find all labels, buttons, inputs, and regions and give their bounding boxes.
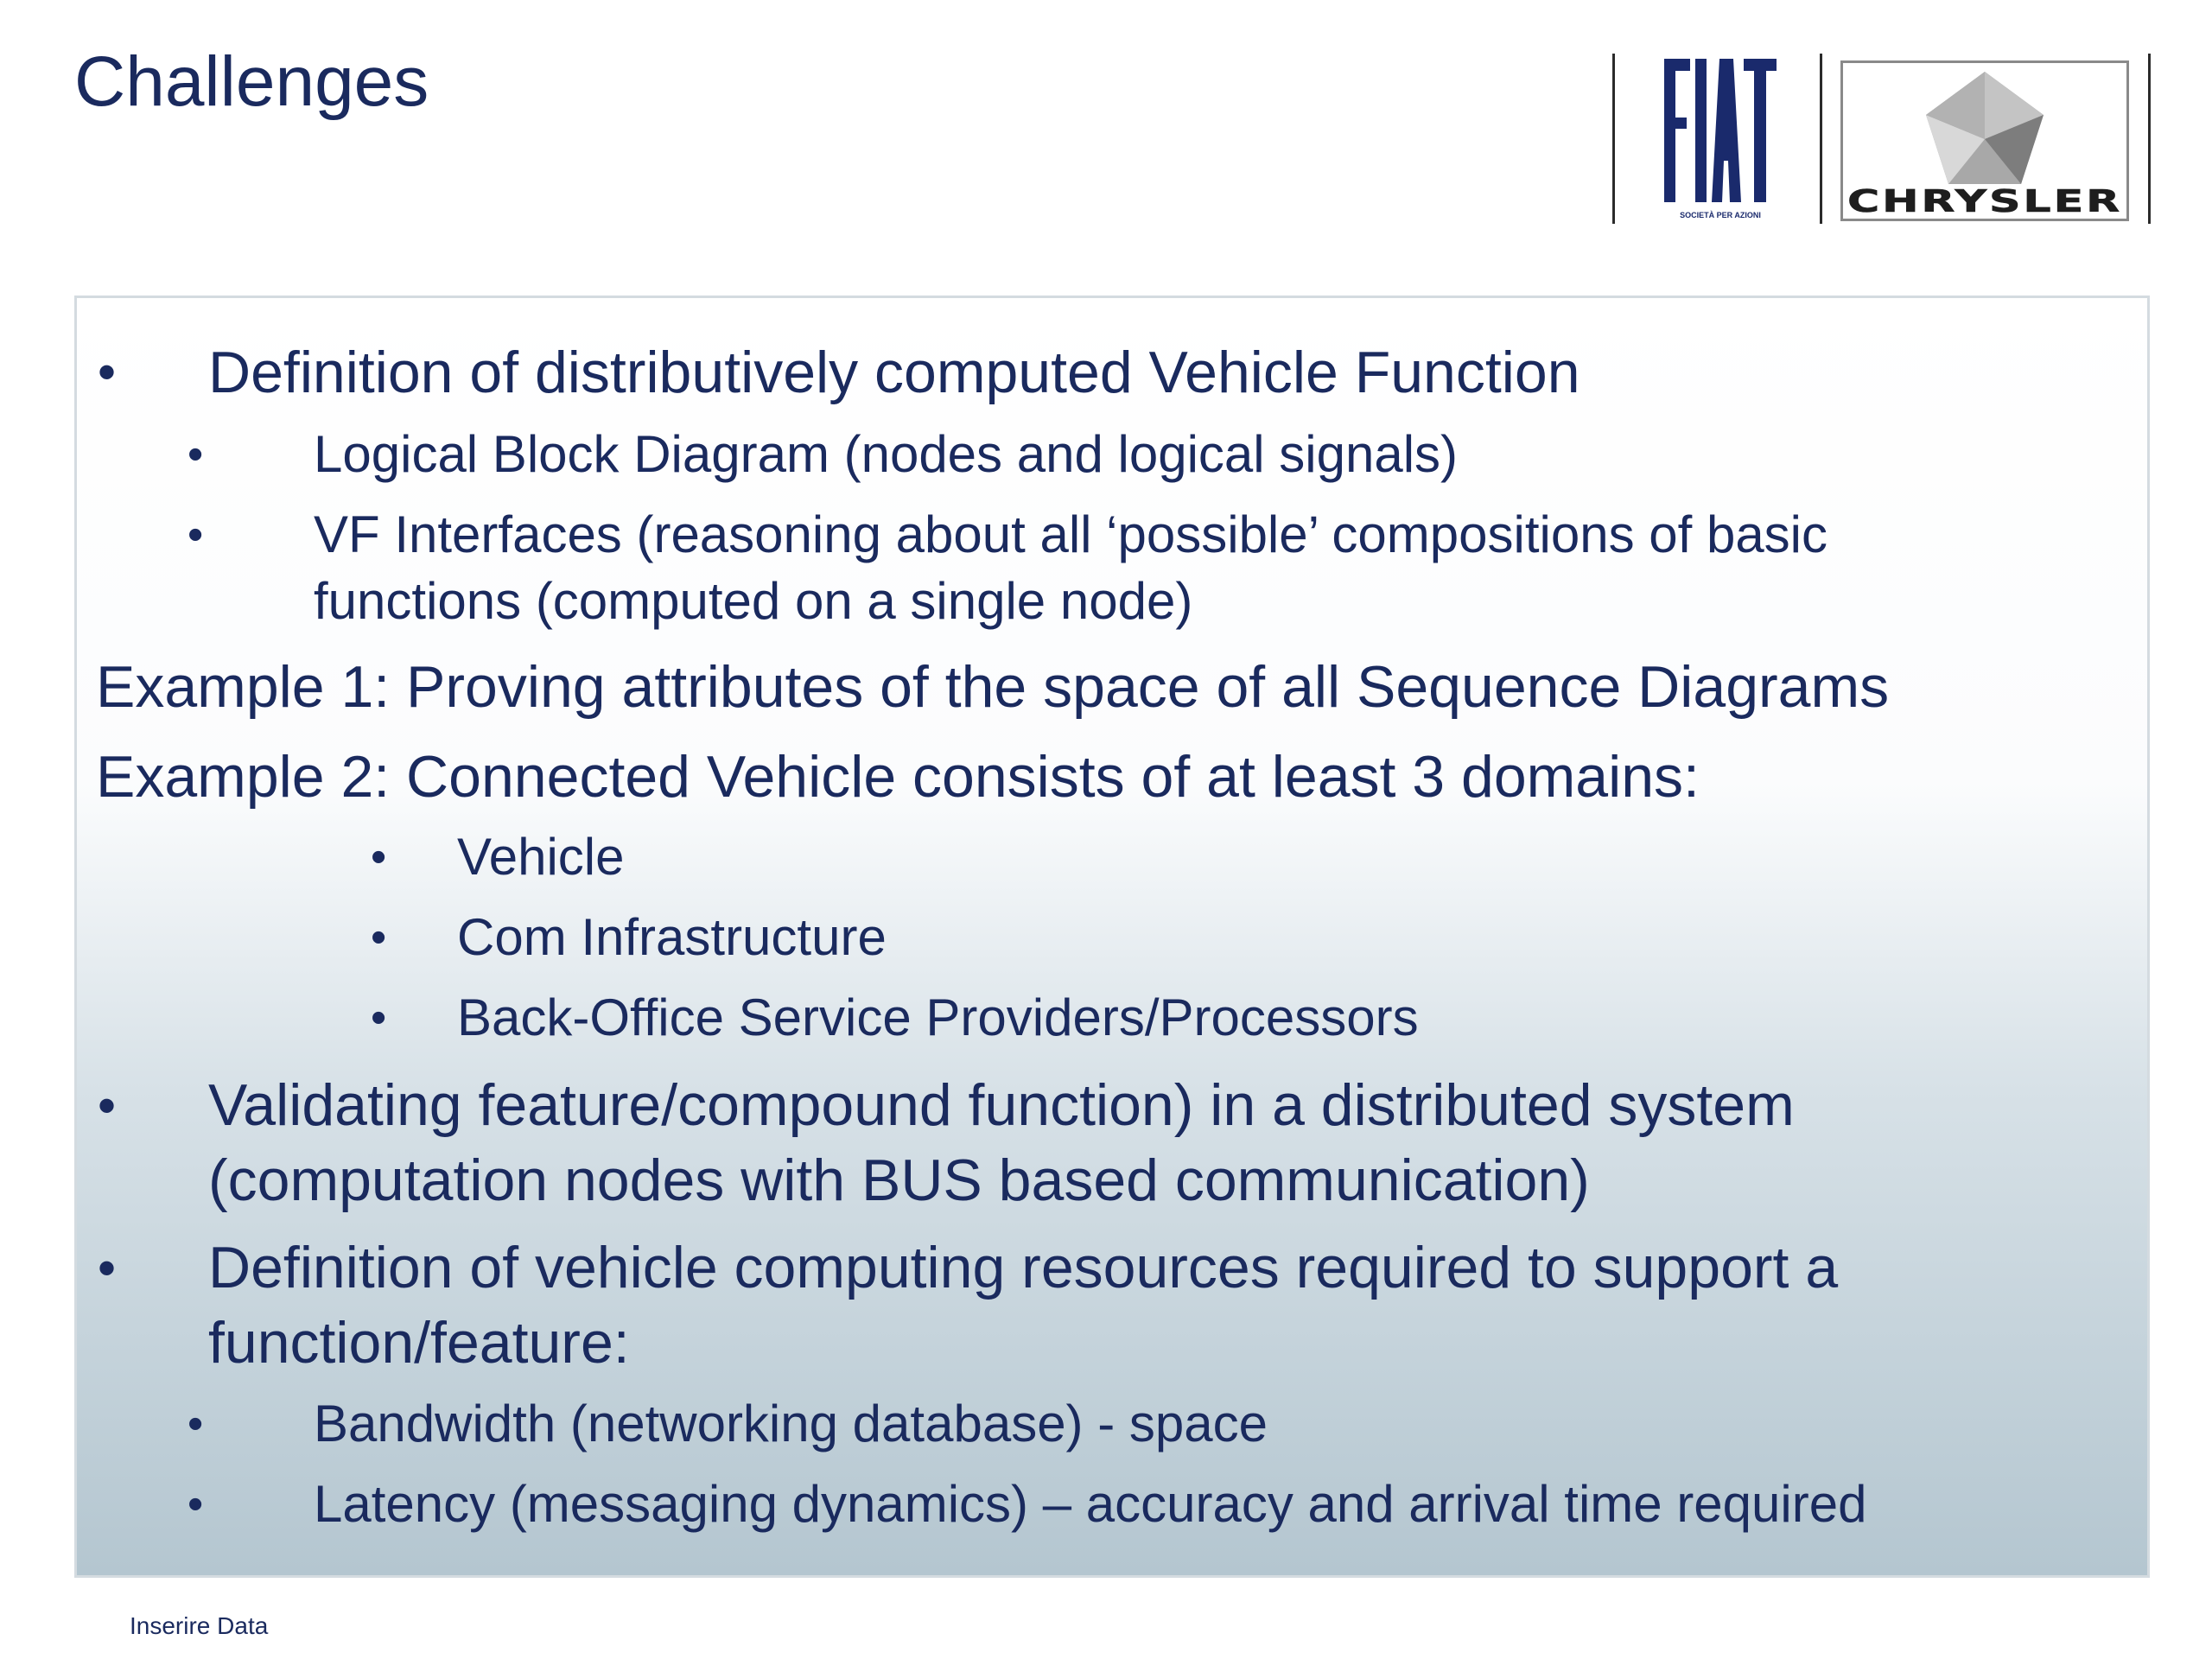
- footer-date: Inserire Data: [130, 1612, 269, 1639]
- content-panel: [74, 296, 2150, 1578]
- bullet-marker: •: [371, 912, 387, 963]
- bullet-marker: •: [188, 1399, 204, 1449]
- logo-divider-middle: [1820, 54, 1822, 224]
- bullet-level2-item: Bandwidth (networking database) - space: [314, 1395, 1268, 1452]
- logo-divider-left: [1612, 54, 1615, 224]
- example-1-text: Example 1: Proving attributes of the space of all Sequence Diagrams: [96, 654, 1890, 720]
- bullet-marker: •: [188, 1479, 204, 1529]
- bullet-level2-item: Latency (messaging dynamics) – accuracy and arrival time required: [314, 1475, 1867, 1533]
- bullet-marker: •: [98, 1239, 117, 1297]
- chrysler-logo: [1840, 60, 2129, 221]
- bullet-level1-item: Definition of distributively computed Vehicle Function: [208, 340, 1580, 405]
- example-2-text: Example 2: Connected Vehicle consists of at least 3 domains:: [96, 744, 1700, 810]
- bullet-level1-item: Definition of vehicle computing resources required to support a: [208, 1235, 1839, 1300]
- bullet-marker: •: [371, 832, 387, 882]
- domain-item-back-office: Back-Office Service Providers/Processors: [457, 988, 1419, 1046]
- domain-item-com-infrastructure: Com Infrastructure: [457, 908, 887, 966]
- fiat-logo: [1662, 57, 1778, 221]
- domain-item-vehicle: Vehicle: [457, 828, 625, 886]
- bullet-marker: •: [188, 429, 204, 480]
- bullet-level1-item: Validating feature/compound function) in a distributed system: [208, 1072, 1795, 1138]
- bullet-level2-item: VF Interfaces (reasoning about all ‘possible’ compositions of basic: [314, 505, 1828, 563]
- bullet-marker: •: [98, 343, 117, 401]
- bullet-marker: •: [98, 1077, 117, 1135]
- bullet-level1-item-continuation: function/feature:: [208, 1310, 630, 1376]
- pentastar-icon: [1926, 72, 2044, 184]
- bullet-marker: •: [188, 510, 204, 560]
- bullet-level1-item-continuation: (computation nodes with BUS based communication): [208, 1147, 1590, 1213]
- logo-divider-right: [2148, 54, 2151, 224]
- svg-text:CHRYSLER: CHRYSLER: [1847, 184, 2122, 219]
- bullet-level2-item: Logical Block Diagram (nodes and logical signals): [314, 425, 1459, 483]
- slide-title: Challenges: [74, 42, 429, 121]
- bullet-level2-item-continuation: functions (computed on a single node): [314, 572, 1193, 630]
- bullet-marker: •: [371, 993, 387, 1043]
- svg-text:SOCIETÀ PER AZIONI: SOCIETÀ PER AZIONI: [1680, 211, 1761, 219]
